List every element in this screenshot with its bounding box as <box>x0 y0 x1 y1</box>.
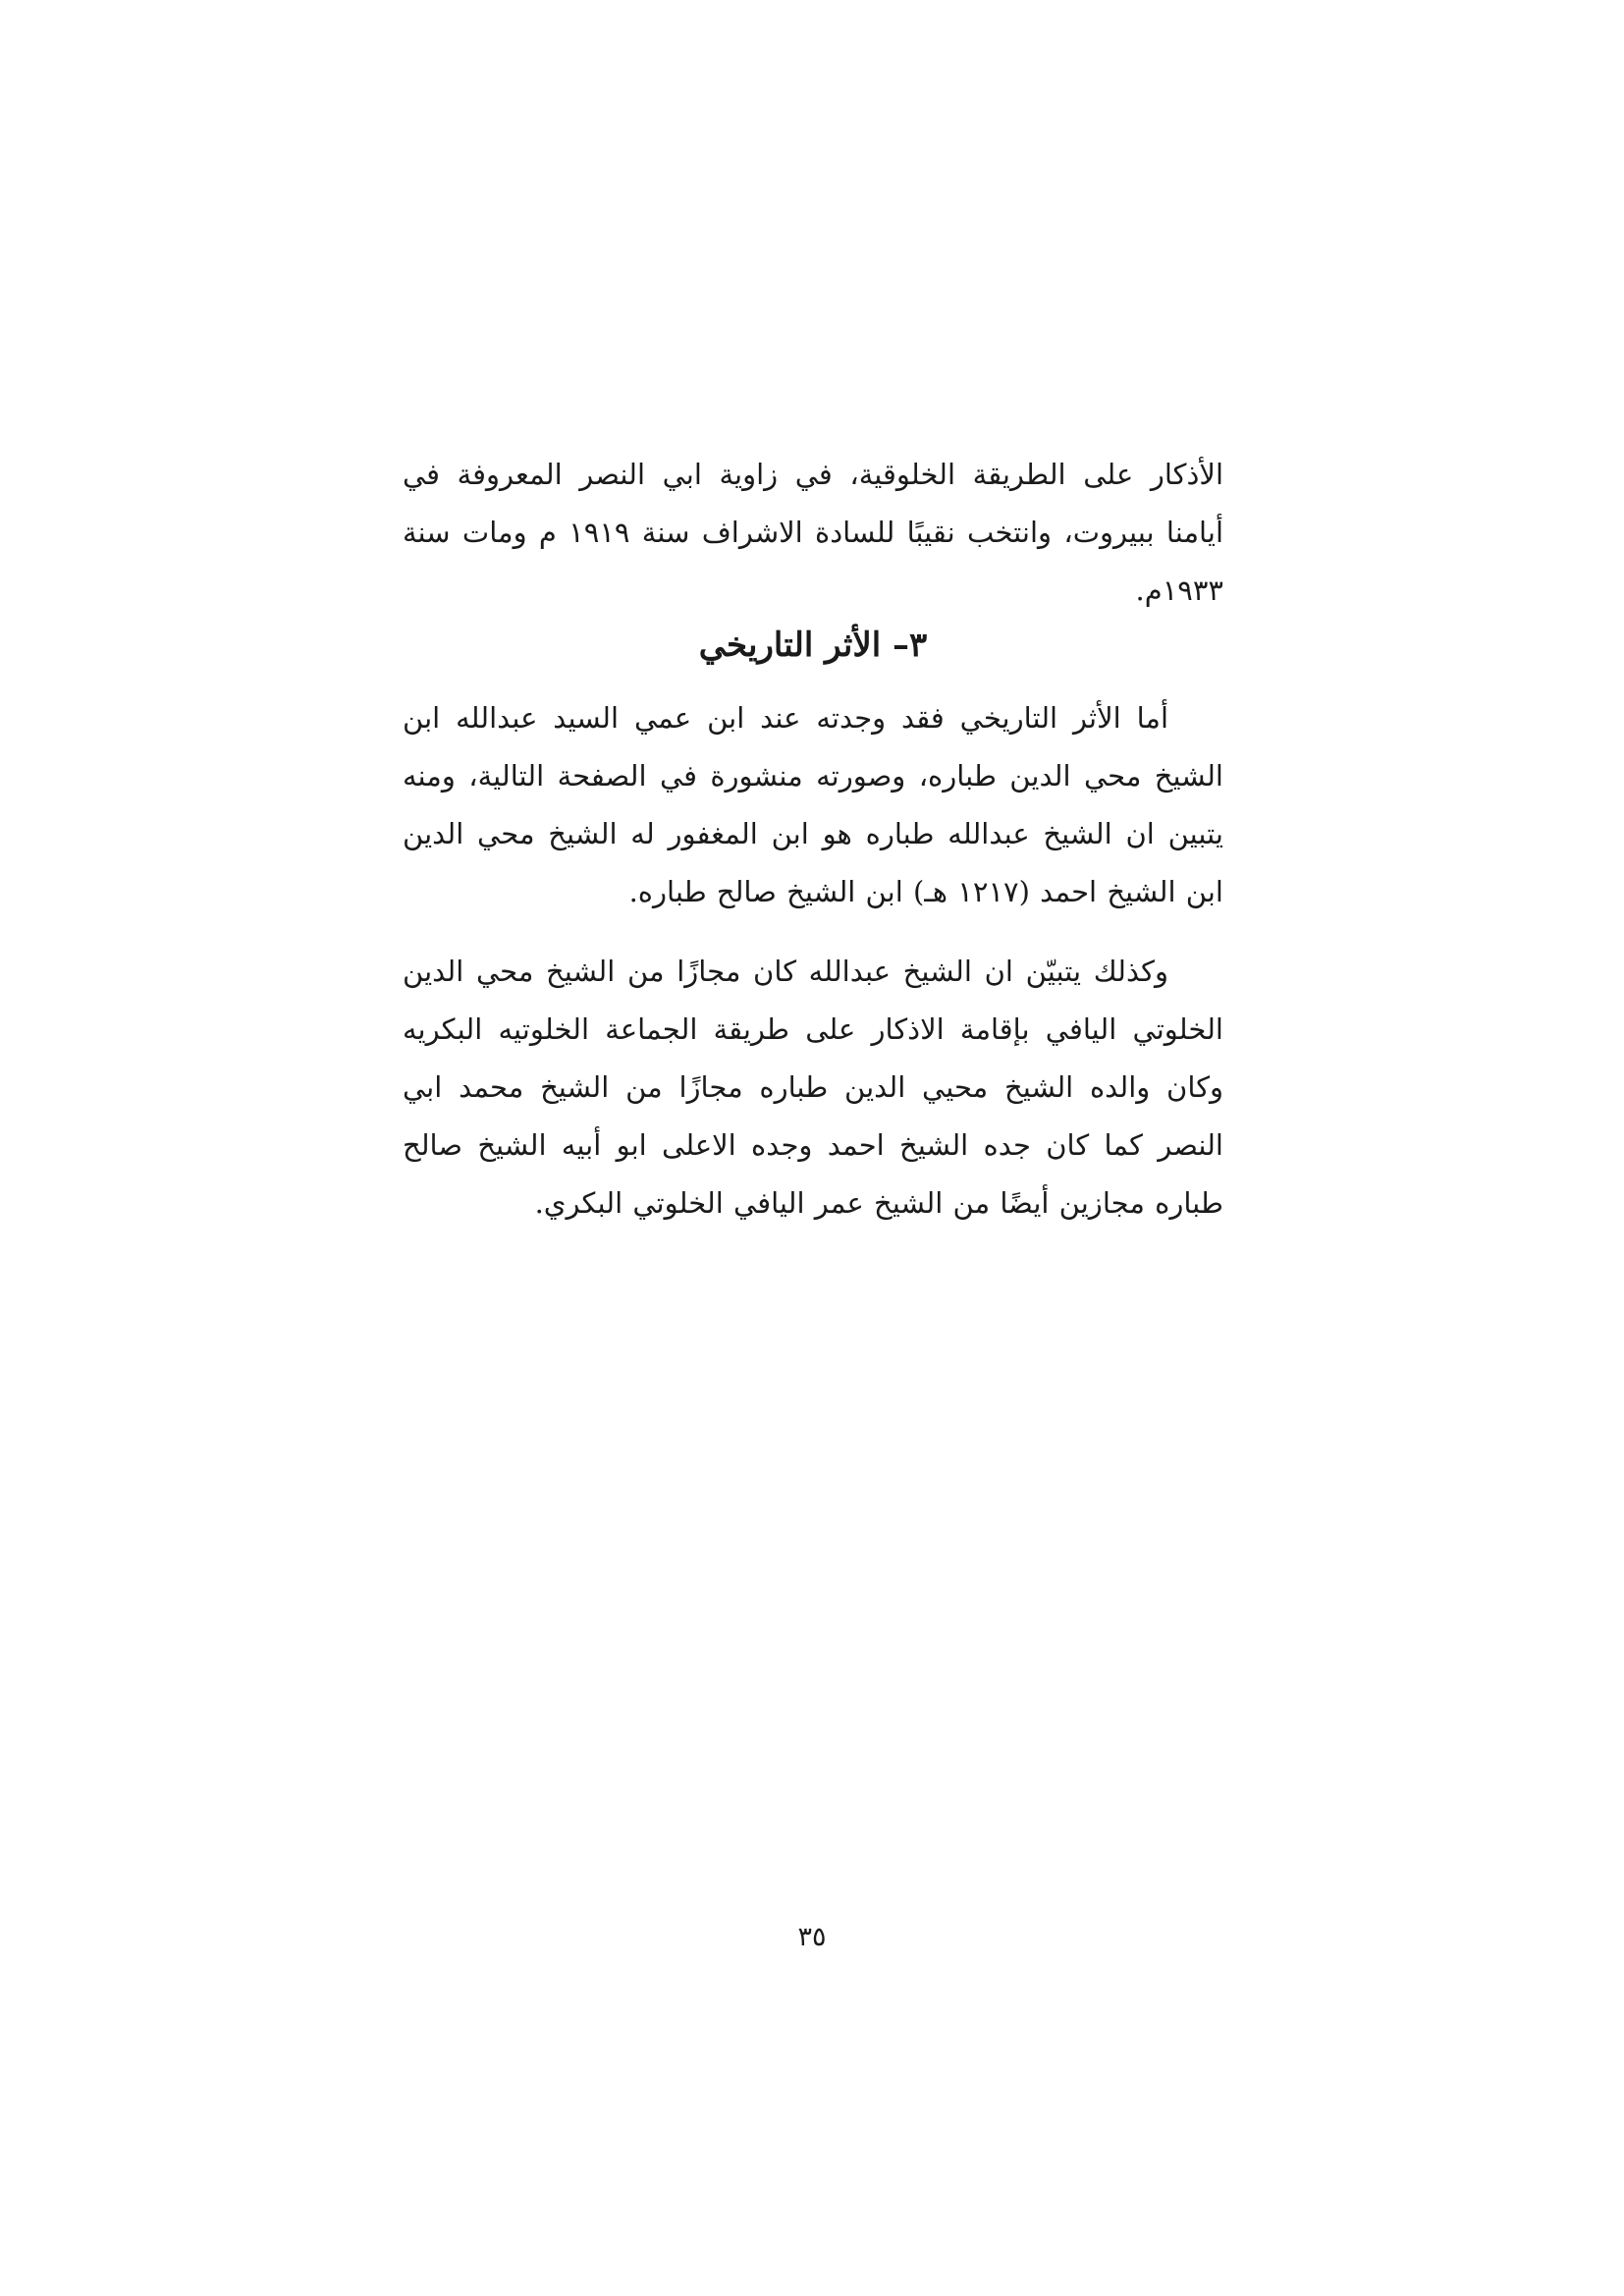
paragraph-historical-record: أما الأثر التاريخي فقد وجدته عند ابن عمي السيد عبدالله ابن الشيخ محي الدين طباره، وصورته منشورة في الصفحة التالية، ومنه يتبين ان الشيخ عبدالله طباره هو ابن المغفور له الشيخ محي الدين ابن الشيخ احمد (١٢١٧ هـ) ابن الشيخ صالح طباره. <box>403 701 1223 908</box>
intro-text-block <box>403 446 1223 620</box>
paragraph-lineage: وكذلك يتبيّن ان الشيخ عبدالله كان مجازًا من الشيخ محي الدين الخلوتي اليافي بإقامة الاذكار على طريقة الجماعة الخلوتيه البكريه وكان والده الشيخ محيي الدين طباره مجازًا من الشيخ محمد ابي النصر كما كان جده الشيخ احمد وجده الاعلى ابو أبيه الشيخ صالح طباره مجازين أيضًا من الشيخ عمر اليافي الخلوتي البكري. <box>403 955 1223 1220</box>
page-number: ٣٥ <box>797 1922 827 1952</box>
intro-paragraph: الأذكار على الطريقة الخلوقية، في زاوية ابي النصر المعروفة في أيامنا ببيروت، وانتخب نقيبًا للسادة الاشراف سنة ١٩١٩ م ومات سنة ١٩٣٣م. <box>403 458 1224 607</box>
section-title: ٣– الأثر التاريخي <box>698 626 928 665</box>
body-text-block <box>403 689 1223 1254</box>
